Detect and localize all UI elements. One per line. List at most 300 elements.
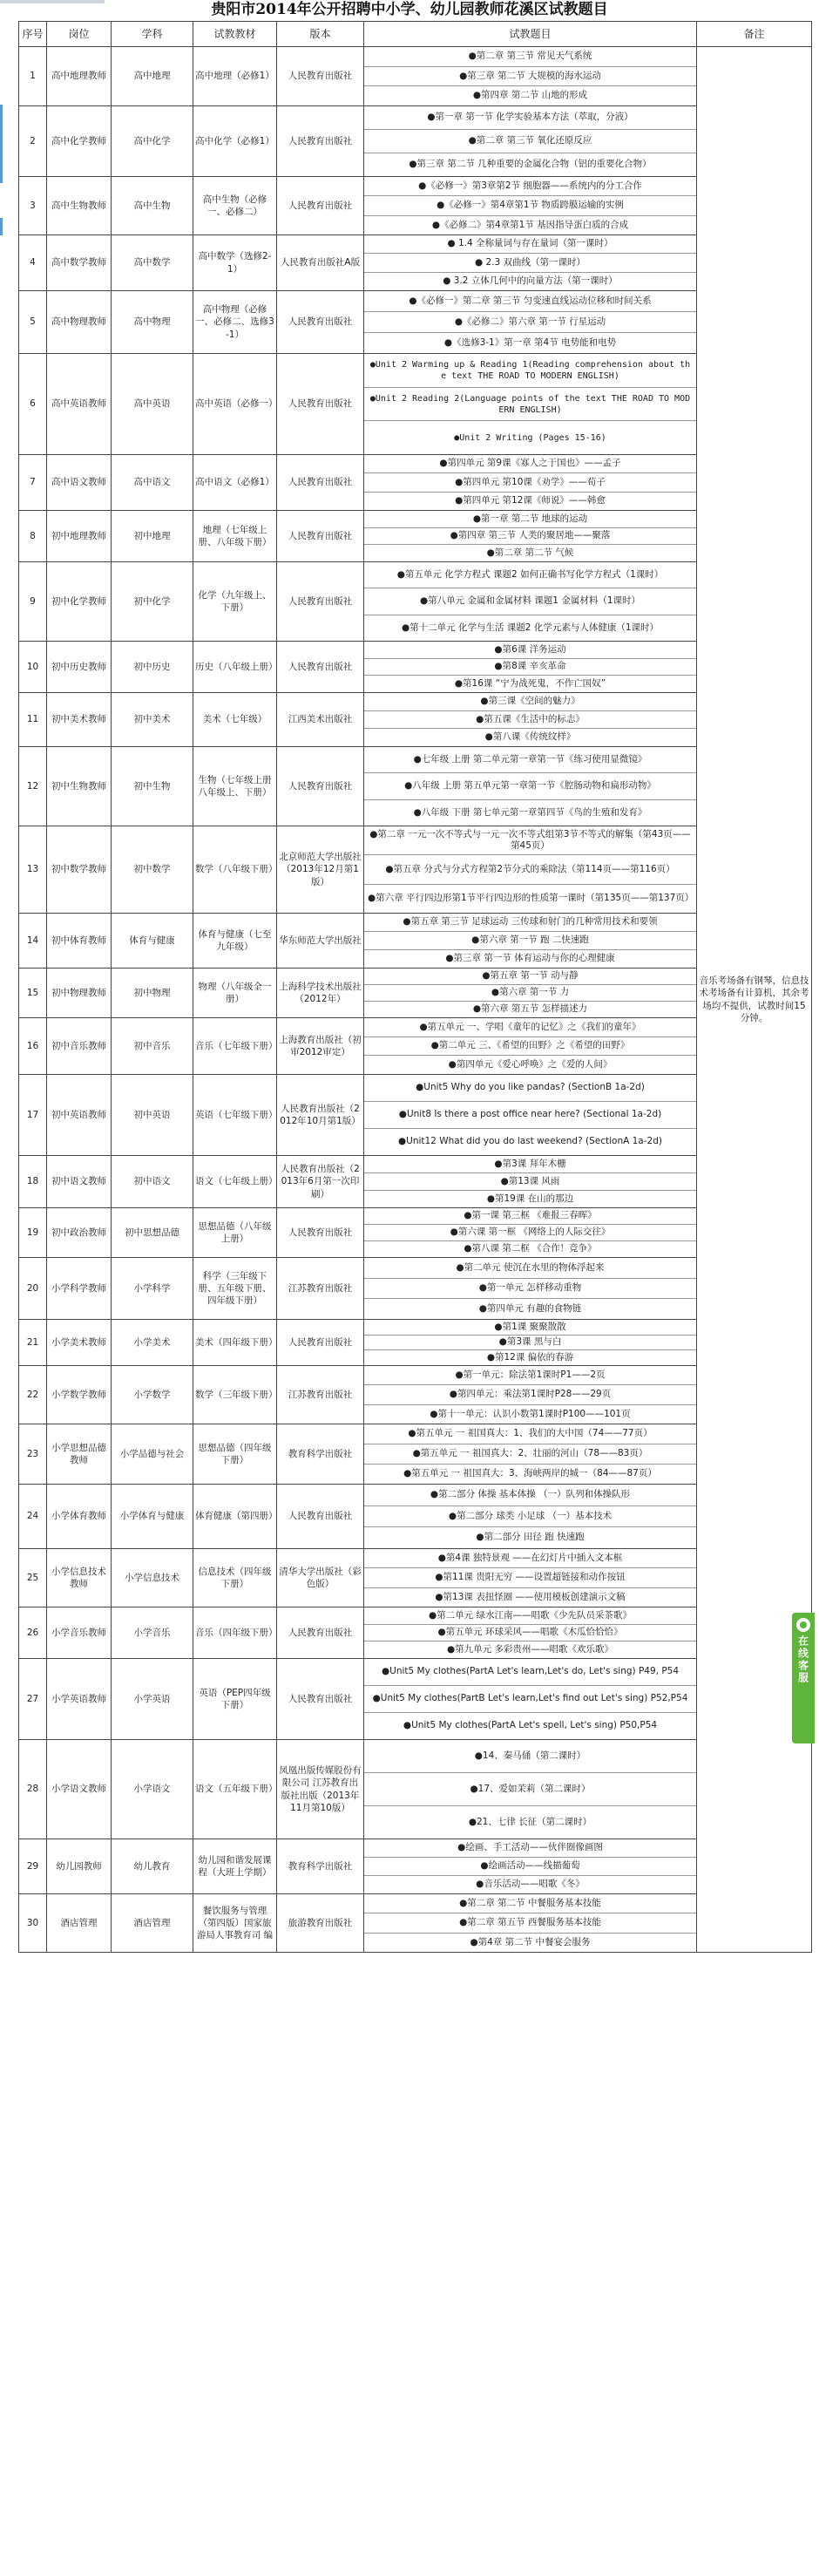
- topic-item: ●Unit5 My clothes(PartB Let's learn,Let's find out Let's sing) P52,P54: [364, 1686, 696, 1713]
- topic-item: ●第十一单元：认识小数第1课时P100——101页: [430, 1408, 631, 1419]
- row-post: 小学数学教师: [47, 1366, 112, 1424]
- table-row: [19, 1607, 812, 1659]
- row-post: 幼儿园教师: [47, 1839, 112, 1894]
- table-row: [19, 47, 812, 106]
- row-topics: [364, 235, 697, 291]
- row-version: 人民教育出版社: [277, 511, 364, 562]
- row-subject: 小学信息技术: [112, 1549, 193, 1607]
- row-subject: 高中地理: [112, 47, 193, 106]
- row-subject: 初中思想品德: [112, 1208, 193, 1258]
- row-subject: 初中历史: [112, 642, 193, 693]
- row-subject: 小学品德与社会: [112, 1424, 193, 1485]
- online-service-label: 在线客服: [796, 1635, 809, 1684]
- topic-item: ●第13课 表扭怪圈 ——使用模板创建演示文稿: [435, 1591, 626, 1602]
- row-version: 人民教育出版社: [277, 47, 364, 106]
- topic-item: ●第六章 第五节 怎样描述力: [472, 1003, 588, 1015]
- topic-item: ●第四单元 第10课《劝学》——荀子: [364, 473, 696, 492]
- row-no: 24: [19, 1485, 47, 1549]
- row-subject: 小学体育与健康: [112, 1485, 193, 1549]
- row-topics: [364, 1659, 697, 1740]
- topic-item: ●第一章 第二节 地球的运动: [364, 511, 696, 528]
- row-topics: [364, 455, 697, 511]
- table-row: [19, 642, 812, 693]
- topic-item: ●21、七律 长征（第二课时）: [468, 1816, 592, 1827]
- header-no: 序号: [19, 22, 47, 47]
- topic-item: ●《必修一》第3章第2节 细胞器——系统内的分工合作: [364, 177, 696, 196]
- topic-item: ●第12课 偏依的春游: [486, 1351, 574, 1363]
- row-no: 16: [19, 1018, 47, 1075]
- row-version: 人民教育出版社: [277, 747, 364, 826]
- row-version: 人民教育出版社: [277, 106, 364, 177]
- row-post: 初中数学教师: [47, 826, 112, 914]
- row-version: 人民教育出版社: [277, 177, 364, 235]
- row-no: 26: [19, 1607, 47, 1659]
- row-topics: [364, 354, 697, 455]
- row-no: 9: [19, 562, 47, 642]
- page-left-edge-mark: [0, 218, 3, 235]
- row-no: 29: [19, 1839, 47, 1894]
- topic-item: ●第三章 第二节 大规模的海水运动: [364, 67, 696, 87]
- row-topics: [364, 1839, 697, 1894]
- row-no: 7: [19, 455, 47, 511]
- row-textbook: 英语（PEP四年级下册）: [193, 1659, 277, 1740]
- row-textbook: 地理（七年级上册、八年级下册）: [193, 511, 277, 562]
- table-row: [19, 1156, 812, 1208]
- row-version: 旅游教育出版社: [277, 1894, 364, 1953]
- topic-item: ●第19课 在山的那边: [486, 1193, 574, 1204]
- row-textbook: 生物（七年级上册 八年级上、下册）: [193, 747, 277, 826]
- row-textbook: 数学（八年级下册）: [193, 826, 277, 914]
- topic-item: ●第4课 独特景观 ——在幻灯片中插入文本框: [364, 1549, 696, 1568]
- topic-item: ●14、秦马俑（第二课时）: [364, 1740, 696, 1773]
- row-topics: [364, 969, 697, 1018]
- row-version: 华东师范大学出版社: [277, 914, 364, 969]
- topic-item: ●八年级 下册 第七单元第一章第四节《鸟的生殖和发育》: [413, 806, 647, 818]
- table-row: [19, 1366, 812, 1424]
- row-subject: 初中音乐: [112, 1018, 193, 1075]
- table-row: [19, 693, 812, 747]
- row-no: 25: [19, 1549, 47, 1607]
- topic-item: ●第二章 第三节 氧化还原反应: [364, 130, 696, 153]
- header-version: 版本: [277, 22, 364, 47]
- topic-item: ●第3课 黑与白: [364, 1336, 696, 1351]
- topic-item: ●第四单元 第12课《师说》——韩愈: [455, 495, 606, 506]
- topic-item: ●第五单元 一 祖国真大：2、壮丽的河山（78——83页）: [364, 1444, 696, 1465]
- row-no: 20: [19, 1258, 47, 1320]
- row-post: 高中地理教师: [47, 47, 112, 106]
- row-topics: [364, 1018, 697, 1075]
- topic-item: ●第五课《生活中的标志》: [364, 711, 696, 730]
- row-no: 10: [19, 642, 47, 693]
- topic-item: ● 2.3 双曲线（第一课时）: [364, 254, 696, 272]
- row-no: 4: [19, 235, 47, 291]
- topic-item: ●《必修二》第4章第1节 基因指导蛋白质的合成: [431, 219, 629, 230]
- row-post: 小学语文教师: [47, 1740, 112, 1839]
- header-topic: 试教题目: [364, 22, 697, 47]
- row-textbook: 高中语文（必修1）: [193, 455, 277, 511]
- row-topics: [364, 1549, 697, 1607]
- topic-item: ●第一单元 怎样移动重物: [364, 1279, 696, 1300]
- row-version: 人民教育出版社A版: [277, 235, 364, 291]
- row-topics: [364, 1740, 697, 1839]
- row-textbook: 高中生物（必修一、必修二）: [193, 177, 277, 235]
- topic-item: ●第四单元 有趣的食物链: [478, 1302, 582, 1314]
- topic-item: ●第二章 第五节 西餐服务基本技能: [364, 1913, 696, 1933]
- row-textbook: 餐饮服务与管理（第四版）国家旅游局人事教育司 编: [193, 1894, 277, 1953]
- row-version: 人民教育出版社（2012年10月第1版）: [277, 1075, 364, 1156]
- header-post: 岗位: [47, 22, 112, 47]
- topic-item: ●第五单元 化学方程式 课题2 如何正确书写化学方程式（1课时）: [364, 562, 696, 588]
- topic-item: ●绘画活动——线描葡萄: [364, 1858, 696, 1876]
- row-no: 18: [19, 1156, 47, 1208]
- row-topics: [364, 291, 697, 354]
- row-textbook: 音乐（四年级下册）: [193, 1607, 277, 1659]
- row-no: 13: [19, 826, 47, 914]
- topic-item: ●七年级 上册 第二单元第一章第一节《练习使用显微镜》: [364, 747, 696, 773]
- topic-item: ●Unit8 Is there a post office near here? (Sectional 1a-2d): [364, 1102, 696, 1129]
- row-textbook: 历史（八年级上册）: [193, 642, 277, 693]
- topic-item: ●第8课 辛亥革命: [364, 659, 696, 676]
- topic-item: ●Unit5 Why do you like pandas? (SectionB 1a-2d): [364, 1075, 696, 1102]
- row-subject: 幼儿教育: [112, 1839, 193, 1894]
- row-subject: 小学美术: [112, 1320, 193, 1366]
- row-topics: [364, 562, 697, 642]
- topic-item: ●17、爱如茉莉（第二课时）: [364, 1773, 696, 1806]
- topic-item: ●第二单元 三、《希望的田野》之《希望的田野》: [364, 1037, 696, 1057]
- row-version: 上海科学技术出版社（2012年）: [277, 969, 364, 1018]
- topic-item: ●绘画、手工活动——伙伴圈像画图: [364, 1839, 696, 1858]
- row-no: 17: [19, 1075, 47, 1156]
- topic-item: ●第一章 第一节 化学实验基本方法（萃取，分液）: [364, 106, 696, 130]
- row-textbook: 高中英语（必修一）: [193, 354, 277, 455]
- topic-item: ●音乐活动——唱歌《冬》: [476, 1879, 585, 1890]
- row-subject: 小学科学: [112, 1258, 193, 1320]
- row-topics: [364, 1366, 697, 1424]
- row-post: 小学体育教师: [47, 1485, 112, 1549]
- topic-item: ●第二章 一元一次不等式与一元一次不等式组第3节不等式的解集（第43页——第45页）: [364, 826, 696, 855]
- row-subject: 高中英语: [112, 354, 193, 455]
- topic-item: ●第1课 聚聚散散: [364, 1320, 696, 1336]
- topic-item: ●第四单元 第9课《寡人之于国也》——孟子: [364, 455, 696, 473]
- topic-item: ●Unit 2 Reading 2(Language points of the text THE ROAD TO MODERN ENGLISH): [364, 388, 696, 422]
- row-subject: 高中物理: [112, 291, 193, 354]
- row-post: 小学英语教师: [47, 1659, 112, 1740]
- page-title: 贵阳市2014年公开招聘中小学、幼儿园教师花溪区试教题目: [211, 1, 608, 18]
- topic-item: ●第五章 分式与分式方程第2节分式的乘除法（第114页——第116页）: [364, 855, 696, 884]
- topic-item: ●第四单元：乘法第1课时P28——29页: [364, 1385, 696, 1404]
- row-textbook: 美术（四年级下册）: [193, 1320, 277, 1366]
- topic-item: ●第二单元 绿水江南——唱歌《少先队员采茶歌》: [364, 1607, 696, 1625]
- topic-item: ●《必修一》第4章第1节 物质跨膜运输的实例: [364, 196, 696, 215]
- row-post: 初中生物教师: [47, 747, 112, 826]
- row-post: 高中物理教师: [47, 291, 112, 354]
- row-post: 高中语文教师: [47, 455, 112, 511]
- table-row: [19, 1258, 812, 1320]
- row-topics: [364, 1258, 697, 1320]
- row-no: 19: [19, 1208, 47, 1258]
- row-post: 高中生物教师: [47, 177, 112, 235]
- row-version: 人民教育出版社（2013年6月第一次印刷）: [277, 1156, 364, 1208]
- topic-item: ●Unit5 My clothes(PartA Let's learn,Let's do, Let's sing) P49, P54: [364, 1659, 696, 1686]
- row-subject: 酒店管理: [112, 1894, 193, 1953]
- row-no: 3: [19, 177, 47, 235]
- row-version: 人民教育出版社: [277, 354, 364, 455]
- row-post: 初中语文教师: [47, 1156, 112, 1208]
- online-service-button[interactable]: [792, 1613, 815, 1743]
- row-version: 人民教育出版社: [277, 1659, 364, 1740]
- topic-item: ●第二单元 使沉在水里的物体浮起来: [364, 1258, 696, 1279]
- table-row: [19, 1839, 812, 1894]
- row-topics: [364, 1156, 697, 1208]
- row-topics: [364, 47, 697, 106]
- row-subject: 体育与健康: [112, 914, 193, 969]
- row-post: 初中音乐教师: [47, 1018, 112, 1075]
- row-subject: 高中生物: [112, 177, 193, 235]
- table-row: [19, 1894, 812, 1953]
- topic-item: ●第二章 第三节 常见天气系统: [364, 47, 696, 67]
- topic-item: ●第三章 第一节 体育运动与你的心理健康: [445, 953, 615, 964]
- exam-topics-table: [18, 21, 812, 1953]
- row-subject: 小学音乐: [112, 1607, 193, 1659]
- row-textbook: 高中地理（必修1）: [193, 47, 277, 106]
- row-textbook: 高中物理（必修一、必修二、选修3-1）: [193, 291, 277, 354]
- header-notes: 备注: [697, 22, 812, 47]
- row-textbook: 信息技术（四年级下册）: [193, 1549, 277, 1607]
- topic-item: ●第一单元：除法第1课时P1——2页: [364, 1366, 696, 1385]
- row-version: 人民教育出版社: [277, 562, 364, 642]
- row-post: 小学音乐教师: [47, 1607, 112, 1659]
- row-post: 酒店管理: [47, 1894, 112, 1953]
- row-version: 江苏教育出版社: [277, 1366, 364, 1424]
- row-post: 初中化学教师: [47, 562, 112, 642]
- row-no: 11: [19, 693, 47, 747]
- table-row: [19, 106, 812, 177]
- topic-item: ●第二部分 田径 跑 快速跑: [476, 1532, 585, 1543]
- row-textbook: 数学（三年级下册）: [193, 1366, 277, 1424]
- row-textbook: 高中化学（必修1）: [193, 106, 277, 177]
- row-version: 江苏教育出版社: [277, 1258, 364, 1320]
- row-version: 人民教育出版社: [277, 1607, 364, 1659]
- topic-item: ●《必修一》第二章 第三节 匀变速直线运动位移和时间关系: [364, 291, 696, 312]
- notes-text: 音乐考场备有钢琴，信息技术考场备有计算机，其余考场均不提供，试教时间15分钟。: [699, 975, 809, 1023]
- row-version: 人民教育出版社: [277, 1320, 364, 1366]
- table-row: [19, 1485, 812, 1549]
- row-subject: 初中美术: [112, 693, 193, 747]
- row-no: 12: [19, 747, 47, 826]
- row-topics: [364, 1607, 697, 1659]
- row-no: 22: [19, 1366, 47, 1424]
- row-topics: [364, 1208, 697, 1258]
- row-subject: 初中化学: [112, 562, 193, 642]
- row-post: 小学美术教师: [47, 1320, 112, 1366]
- row-textbook: 思想品德（八年级上册）: [193, 1208, 277, 1258]
- topic-item: ●第九单元 多彩贵州——唱歌《欢乐歌》: [447, 1643, 613, 1655]
- row-textbook: 语文（七年级上册）: [193, 1156, 277, 1208]
- topic-item: ●第六章 平行四边形第1节平行四边形的性质第一课时（第135页——第137页）: [368, 893, 694, 903]
- topic-item: ● 3.2 立体几何中的向量方法（第一课时）: [443, 275, 618, 286]
- row-post: 高中英语教师: [47, 354, 112, 455]
- topic-item: ●第13课 风雨: [364, 1173, 696, 1191]
- row-subject: 初中生物: [112, 747, 193, 826]
- row-no: 21: [19, 1320, 47, 1366]
- topic-item: ●第八课 第二框 《合作！竞争》: [464, 1243, 597, 1254]
- row-post: 初中美术教师: [47, 693, 112, 747]
- topic-item: ●第三课《空间的魅力》: [364, 693, 696, 711]
- row-post: 小学信息技术教师: [47, 1549, 112, 1607]
- row-topics: [364, 177, 697, 235]
- row-version: 人民教育出版社: [277, 291, 364, 354]
- row-version: 人民教育出版社: [277, 455, 364, 511]
- row-version: 教育科学出版社: [277, 1424, 364, 1485]
- row-no: 28: [19, 1740, 47, 1839]
- topic-item: ●第五单元 一 祖国真大：3、海峡两岸的城一（84——87页）: [403, 1468, 657, 1479]
- table-row: [19, 1549, 812, 1607]
- topic-item: ●Unit 2 Warming up & Reading 1(Reading comprehension about the text THE ROAD TO MODERN ENGLISH): [364, 354, 696, 388]
- table-row: [19, 177, 812, 235]
- row-topics: [364, 642, 697, 693]
- row-topics: [364, 693, 697, 747]
- row-subject: 初中英语: [112, 1075, 193, 1156]
- row-textbook: 物理（八年级全一册）: [193, 969, 277, 1018]
- row-textbook: 英语（七年级下册）: [193, 1075, 277, 1156]
- row-subject: 初中物理: [112, 969, 193, 1018]
- table-row: [19, 1320, 812, 1366]
- topic-item: ●第十二单元 化学与生活 课题2 化学元素与人体健康（1课时）: [401, 622, 660, 633]
- row-topics: [364, 826, 697, 914]
- row-textbook: 思想品德（四年级下册）: [193, 1424, 277, 1485]
- row-version: 教育科学出版社: [277, 1839, 364, 1894]
- row-textbook: 幼儿园和谐发展课程（大班上学期）: [193, 1839, 277, 1894]
- topic-item: ●第4章 第二节 中餐宴会服务: [470, 1936, 591, 1947]
- topic-item: ●第二章 第二节 气候: [486, 547, 574, 558]
- topic-item: ●第16课 “宁为战死鬼，不作亡国奴”: [454, 677, 606, 689]
- row-topics: [364, 747, 697, 826]
- row-topics: [364, 1075, 697, 1156]
- row-post: 初中政治教师: [47, 1208, 112, 1258]
- table-row: [19, 455, 812, 511]
- topic-item: ●Unit 2 Writing (Pages 15-16): [454, 432, 606, 443]
- row-textbook: 体育与健康（七至九年级）: [193, 914, 277, 969]
- row-post: 初中体育教师: [47, 914, 112, 969]
- topic-item: ●《选修3-1》第一章 第4节 电势能和电势: [443, 336, 617, 348]
- topic-item: ●第11课 贵阳无穷 ——设置超链接和动作按钮: [364, 1568, 696, 1587]
- row-post: 初中地理教师: [47, 511, 112, 562]
- row-no: 1: [19, 47, 47, 106]
- row-topics: [364, 1894, 697, 1953]
- topic-item: ●第五单元 环球采风——唱歌《木瓜恰恰恰》: [364, 1625, 696, 1642]
- row-no: 2: [19, 106, 47, 177]
- row-version: 人民教育出版社: [277, 1208, 364, 1258]
- table-row: [19, 1424, 812, 1485]
- row-subject: 初中语文: [112, 1156, 193, 1208]
- topic-item: ●Unit12 What did you do last weekend? (SectionA 1a-2d): [398, 1136, 662, 1147]
- row-textbook: 语文（五年级下册）: [193, 1740, 277, 1839]
- row-version: 人民教育出版社: [277, 642, 364, 693]
- row-topics: [364, 914, 697, 969]
- topic-item: ●第二部分 球类 小足球 （一）基本技术: [364, 1506, 696, 1528]
- row-post: 高中数学教师: [47, 235, 112, 291]
- row-no: 14: [19, 914, 47, 969]
- row-post: 初中英语教师: [47, 1075, 112, 1156]
- topic-item: ●第五单元 一、学唱《童年的记忆》之《我们的童年》: [364, 1018, 696, 1037]
- row-post: 小学科学教师: [47, 1258, 112, 1320]
- page-left-edge-mark: [0, 105, 3, 183]
- topic-item: ● 1.4 全称量词与存在量词（第一课时）: [364, 235, 696, 254]
- table-row: [19, 291, 812, 354]
- row-textbook: 体育健康（第四册）: [193, 1485, 277, 1549]
- table-row: [19, 1740, 812, 1839]
- row-subject: 初中地理: [112, 511, 193, 562]
- row-no: 27: [19, 1659, 47, 1740]
- topic-item: ●第六课 第一框 《网络上的人际交往》: [364, 1225, 696, 1241]
- header-textbook: 试教教材: [193, 22, 277, 47]
- row-post: 小学思想品德教师: [47, 1424, 112, 1485]
- table-row: [19, 354, 812, 455]
- row-textbook: 化学（九年级上、下册）: [193, 562, 277, 642]
- topic-item: ●第五单元 一 祖国真大：1、我们的大中国（74——77页）: [364, 1424, 696, 1444]
- topic-item: ●第四章 第二节 山地的形成: [472, 90, 588, 101]
- row-version: 江西美术出版社: [277, 693, 364, 747]
- service-avatar-icon: [796, 1618, 810, 1632]
- row-post: 初中物理教师: [47, 969, 112, 1018]
- row-subject: 初中数学: [112, 826, 193, 914]
- row-post: 高中化学教师: [47, 106, 112, 177]
- row-no: 6: [19, 354, 47, 455]
- row-textbook: 美术（七年级）: [193, 693, 277, 747]
- topic-item: ●第五章 第一节 动与静: [364, 969, 696, 985]
- topic-item: ●第二部分 体操 基本体操 （一）队列和体操队形: [364, 1485, 696, 1506]
- row-post: 初中历史教师: [47, 642, 112, 693]
- row-version: 凤凰出版传媒股份有限公司 江苏教育出版社出版（2013年11月第10版）: [277, 1740, 364, 1839]
- topic-item: ●《必修二》第六章 第一节 行星运动: [364, 312, 696, 333]
- row-no: 8: [19, 511, 47, 562]
- topic-item: ●第八单元 金属和金属材料 课题1 金属材料（1课时）: [364, 588, 696, 615]
- row-version: 上海教育出版社（初审2012审定）: [277, 1018, 364, 1075]
- row-textbook: 科学（三年级下册、五年级下册、四年级下册）: [193, 1258, 277, 1320]
- topic-item: ●第三章 第二节 几种重要的金属化合物（铝的重要化合物）: [409, 159, 652, 170]
- row-topics: [364, 1485, 697, 1549]
- row-subject: 小学语文: [112, 1740, 193, 1839]
- topic-item: ●第一课 第三框 《难报三春晖》: [364, 1208, 696, 1225]
- topic-item: ●第八课《传统纹样》: [484, 731, 576, 743]
- topic-item: ●第二章 第二节 中餐服务基本技能: [364, 1894, 696, 1913]
- table-row: [19, 747, 812, 826]
- topic-item: ●八年级 上册 第五单元第一章第一节《腔肠动物和扁形动物》: [364, 773, 696, 799]
- row-subject: 小学英语: [112, 1659, 193, 1740]
- row-no: 5: [19, 291, 47, 354]
- topic-item: ●第六章 第一节 跑 二快速跑: [364, 932, 696, 950]
- table-row: [19, 826, 812, 914]
- row-version: 清华大学出版社（彩色版）: [277, 1549, 364, 1607]
- table-row: [19, 562, 812, 642]
- row-topics: [364, 1424, 697, 1485]
- row-version: 人民教育出版社: [277, 1485, 364, 1549]
- topic-item: ●第六章 第一节 力: [364, 985, 696, 1002]
- row-no: 15: [19, 969, 47, 1018]
- table-row: [19, 1075, 812, 1156]
- table-row: [19, 969, 812, 1018]
- table-row: [19, 511, 812, 562]
- topic-item: ●第3课 拜年木栅: [364, 1156, 696, 1173]
- row-version: 北京师范大学出版社（2013年12月第1版）: [277, 826, 364, 914]
- row-subject: 高中语文: [112, 455, 193, 511]
- topic-item: ●第五章 第三节 足球运动 三传球和射门的几种常用技术和要领: [364, 914, 696, 932]
- row-textbook: 音乐（七年级下册）: [193, 1018, 277, 1075]
- row-topics: [364, 1320, 697, 1366]
- topic-item: ●第6课 洋务运动: [364, 642, 696, 659]
- row-no: 23: [19, 1424, 47, 1485]
- row-subject: 高中数学: [112, 235, 193, 291]
